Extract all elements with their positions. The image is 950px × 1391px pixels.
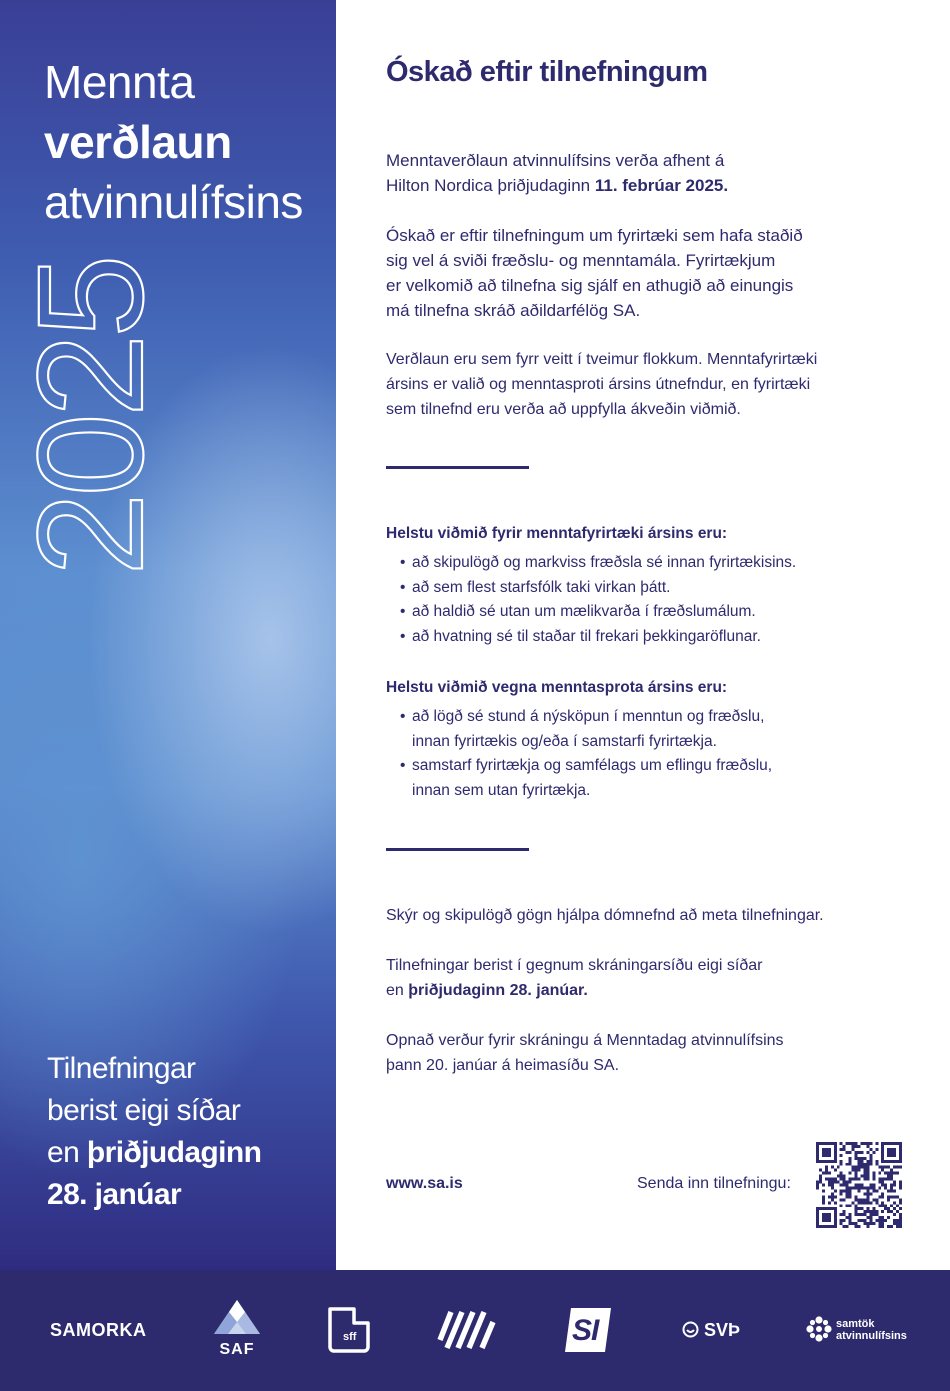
- award-date: 11. febrúar 2025.: [594, 176, 729, 195]
- categories-line: sem tilnefnd eru verða að uppfylla ákveðin viðmið.: [386, 401, 741, 418]
- request-line: sig vel á sviði fræðslu- og menntamála. Fyrirtækjum: [386, 251, 776, 270]
- sff-logo-text: sff: [343, 1331, 357, 1343]
- website-link[interactable]: www.sa.is: [386, 1175, 463, 1192]
- categories-paragraph: [386, 347, 906, 422]
- deadline-line-4: [47, 1174, 261, 1216]
- registration-paragraph: [386, 1028, 906, 1078]
- registration-line-1: Opnað verður fyrir skráningu á Menntadag atvinnulífsins: [386, 1032, 784, 1049]
- list-item-text: að hvatning sé til staðar til frekari þekkingaröflunar.: [412, 627, 761, 645]
- list-item: [400, 600, 796, 625]
- registration-line-2: þann 20. janúar á heimasíðu SA.: [386, 1057, 620, 1074]
- saf-mountain-icon: [214, 1300, 260, 1334]
- intro-line-1: Menntaverðlaun atvinnulífsins verða afhent á: [386, 151, 725, 170]
- list-item-text: að lögð sé stund á nýsköpun í menntun og fræðslu,: [412, 708, 765, 725]
- page-title: Óskað eftir tilnefningum: [386, 56, 708, 88]
- bullet-dot: •: [400, 757, 406, 774]
- deadline-date: 28. janúar: [47, 1178, 182, 1211]
- svth-logo[interactable]: [682, 1320, 740, 1341]
- list-item: [400, 625, 796, 650]
- qr-code-icon[interactable]: [816, 1142, 902, 1228]
- event-title: [44, 52, 303, 232]
- bullet-dot: •: [400, 578, 406, 596]
- categories-line: ársins er valið og menntasproti ársins útnefndur, en fyrirtæki: [386, 376, 811, 393]
- sff-shape-icon: [326, 1307, 370, 1353]
- deadline-line-1: Tilnefningar: [47, 1052, 196, 1085]
- list-item: [400, 551, 796, 576]
- request-paragraph: [386, 223, 906, 323]
- list-item-continuation: innan fyrirtækis og/eða í samstarfi fyrirtækja.: [412, 732, 717, 750]
- submit-line-2-prefix: en: [386, 982, 409, 999]
- saf-logo-text: SAF: [219, 1341, 255, 1358]
- submit-paragraph: [386, 953, 906, 1003]
- divider: [386, 466, 529, 469]
- divider: [386, 848, 529, 851]
- criteria-sprout-title: Helstu viðmið vegna menntasprota ársins eru:: [386, 679, 728, 696]
- sff-logo[interactable]: [326, 1307, 370, 1353]
- list-item-text: að haldið sé utan um mælikvarða í fræðslumálum.: [412, 603, 756, 620]
- submit-line-1: Tilnefningar berist í gegnum skráningarsíðu eigi síðar: [386, 957, 763, 974]
- deadline-line-3: [47, 1132, 261, 1174]
- deadline-line-2: berist eigi síðar: [47, 1094, 241, 1127]
- year-outline: [6, 258, 174, 588]
- request-line: Óskað er eftir tilnefningum um fyrirtæki sem hafa staðið: [386, 226, 803, 245]
- samtok-logo-text: [836, 1318, 907, 1342]
- left-panel: [0, 0, 336, 1270]
- title-line-3: atvinnulífsins: [44, 176, 303, 228]
- submit-deadline: þriðjudaginn 28. janúar.: [408, 982, 588, 999]
- request-line: má tilnefna skráð aðildarfélög SA.: [386, 301, 641, 320]
- stripes-logo-icon[interactable]: [437, 1310, 495, 1350]
- deadline-prefix: en: [47, 1136, 87, 1169]
- samtok-atvinnulifsins-logo[interactable]: [806, 1316, 916, 1346]
- si-logo[interactable]: [565, 1308, 611, 1352]
- request-line: er velkomið að tilnefna sig sjálf en athugið að einungis: [386, 276, 794, 295]
- list-item: [400, 705, 772, 754]
- list-item-continuation: innan sem utan fyrirtækja.: [412, 781, 591, 799]
- samtok-line-1: samtök: [836, 1318, 875, 1330]
- smile-icon: [682, 1321, 699, 1338]
- list-item: [400, 576, 796, 601]
- list-item: [400, 754, 772, 803]
- si-logo-text: SI: [572, 1314, 599, 1347]
- saf-logo[interactable]: [214, 1300, 260, 1360]
- criteria-company-list: [400, 551, 796, 649]
- send-nomination-label: Senda inn tilnefningu:: [637, 1175, 791, 1192]
- intro-line-2-prefix: Hilton Nordica þriðjudaginn: [386, 176, 595, 195]
- criteria-company-title: Helstu viðmið fyrir menntafyrirtæki ársins eru:: [386, 525, 728, 542]
- title-line-1: Mennta: [44, 56, 195, 108]
- intro-paragraph: [386, 148, 906, 198]
- svth-logo-text: SVÞ: [704, 1320, 741, 1340]
- bullet-dot: •: [400, 708, 406, 725]
- deadline-block: [47, 1048, 261, 1216]
- bullet-dot: •: [400, 603, 406, 620]
- list-item-text: samstarf fyrirtækja og samfélags um eflingu fræðslu,: [412, 757, 773, 774]
- deadline-weekday: þriðjudaginn: [86, 1136, 262, 1169]
- footer-logos: [0, 1270, 950, 1391]
- criteria-sprout-list: [400, 705, 772, 803]
- bullet-dot: •: [400, 627, 406, 645]
- list-item-text: að skipulögð og markviss fræðsla sé innan fyrirtækisins.: [412, 554, 797, 571]
- samtok-line-2: atvinnulífsins: [836, 1330, 907, 1342]
- data-note: Skýr og skipulögð gögn hjálpa dómnefnd að meta tilnefningar.: [386, 907, 824, 924]
- list-item-text: að sem flest starfsfólk taki virkan þátt.: [412, 578, 671, 596]
- title-line-2: verðlaun: [44, 116, 232, 168]
- flower-dots-icon: [806, 1316, 832, 1342]
- samorka-logo[interactable]: SAMORKA: [50, 1320, 147, 1340]
- bullet-dot: •: [400, 554, 406, 571]
- year-text: 2025: [6, 258, 174, 576]
- categories-line: Verðlaun eru sem fyrr veitt í tveimur flokkum. Menntafyrirtæki: [386, 351, 818, 368]
